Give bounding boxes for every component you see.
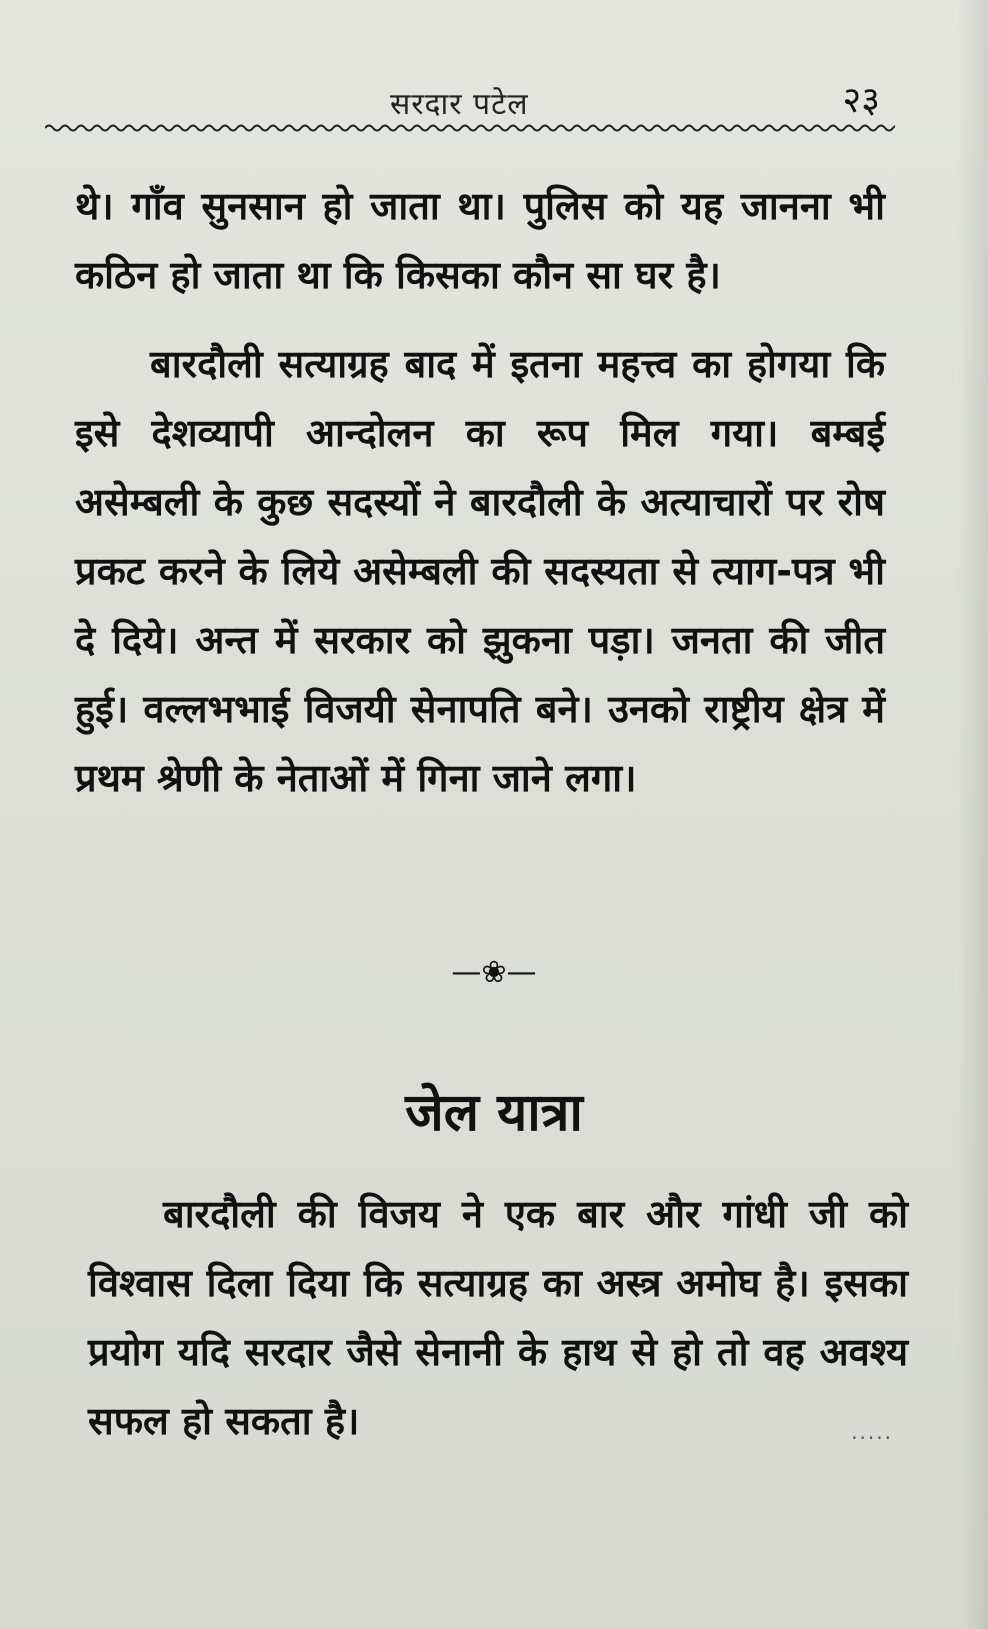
paragraph-2: बारदौली सत्याग्रह बाद में इतना महत्त्व का होगया कि इसे देशव्यापी आन्दोलन का रूप मिल गया। बम्बई असेम्बली के कुछ सदस्यों ने बारदौली के अत्याचारों पर रोष प्रकट करने के लिये असेम्बली की सदस्यता से त्याग-पत्र भी दे दिये। अन्त में सरकार को झुकना पड़ा। जनता की जीत हुई। वल्लभभाई विजयी सेनापति बने। उनको राष्ट्रीय क्षेत्र में प्रथम श्रेणी के नेताओं में गिना जाने लगा। xyxy=(75,342,885,800)
running-title: सरदार पटेल xyxy=(390,87,529,122)
flower-ornament-divider: —❀— xyxy=(451,955,537,990)
paragraph-1: थे। गाँव सुनसान हो जाता था। पुलिस को यह जानना भी कठिन हो जाता था कि किसका कौन सा घर है। xyxy=(75,184,885,297)
paragraph-3: बारदौली की विजय ने एक बार और गांधी जी को विश्वास दिला दिया कि सत्याग्रह का अस्त्र अमोघ है। इसका प्रयोग यदि सरदार जैसे सेनानी के हाथ से हो तो वह अवश्य सफल हो सकता है। xyxy=(88,1192,908,1443)
wavy-rule-divider xyxy=(45,118,895,138)
trailing-dots: ..... xyxy=(851,1420,893,1444)
page-edge-shadow xyxy=(958,0,988,1629)
section-heading: जेल यात्रा xyxy=(405,1083,583,1143)
page-number: २३ xyxy=(842,80,880,121)
